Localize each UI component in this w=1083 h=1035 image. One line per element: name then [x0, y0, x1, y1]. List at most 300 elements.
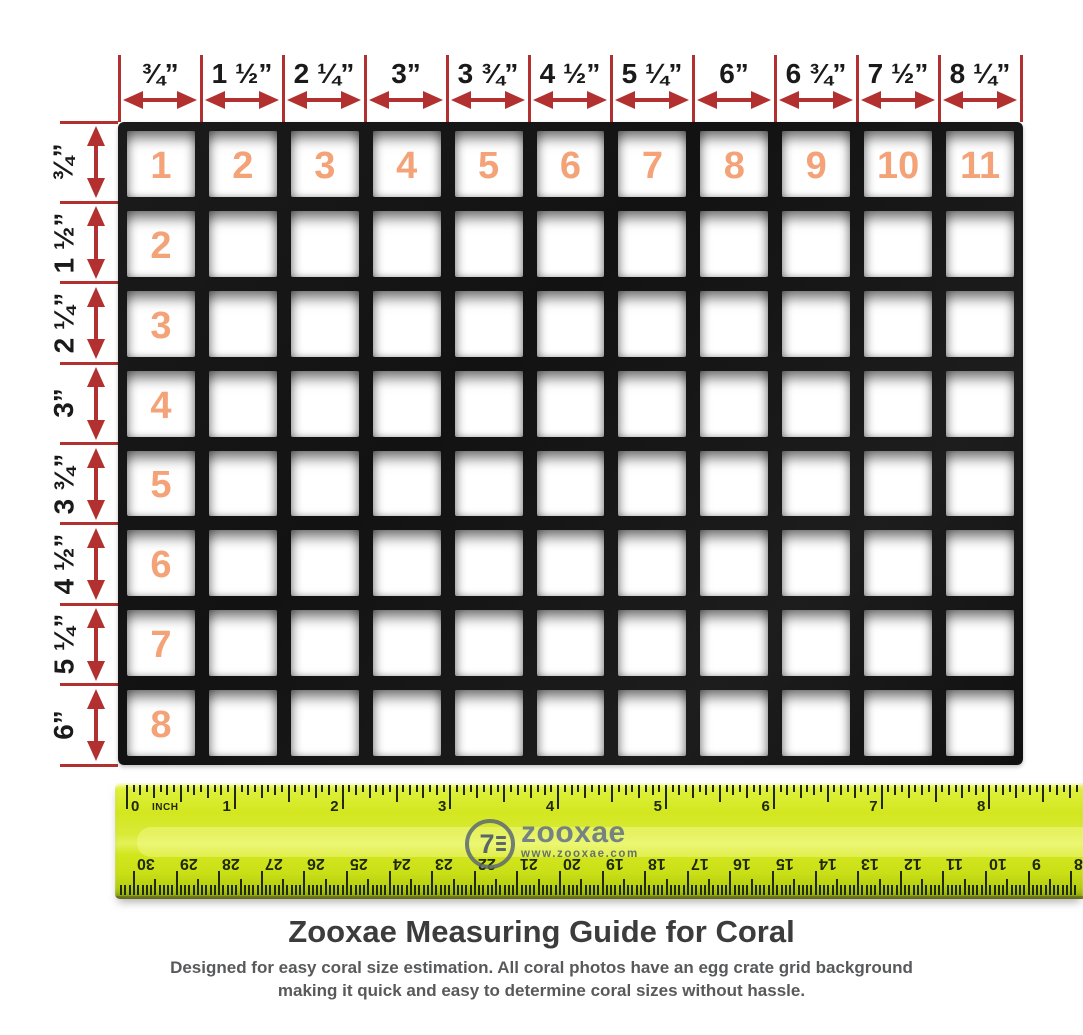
cm-tick — [188, 885, 190, 895]
cm-tick — [205, 885, 207, 895]
cm-number: 15 — [776, 855, 794, 872]
inch-tick — [577, 785, 579, 792]
cm-tick — [964, 879, 966, 895]
inch-tick — [827, 785, 829, 802]
cm-tick — [755, 885, 757, 895]
cm-tick — [1053, 885, 1055, 895]
cm-tick — [627, 885, 629, 895]
grid-cell — [127, 211, 195, 277]
grid-cell — [455, 451, 523, 517]
cm-tick — [976, 885, 978, 895]
cm-tick — [397, 885, 399, 895]
grid-cell — [946, 131, 1014, 197]
inch-tick — [591, 785, 593, 792]
inch-tick — [793, 785, 795, 792]
cm-tick — [725, 885, 727, 895]
logo-mark: 7 — [479, 828, 495, 859]
cm-tick — [184, 885, 186, 895]
left-measure-segment — [48, 604, 119, 684]
cm-tick — [299, 885, 301, 895]
cm-tick — [712, 885, 714, 895]
inch-tick — [517, 785, 519, 795]
grid-cell-number: 9 — [805, 144, 827, 187]
inch-tick — [908, 785, 910, 798]
cm-tick — [538, 879, 540, 895]
vertical-arrow-icon — [87, 287, 105, 359]
inch-tick — [658, 785, 660, 792]
cm-tick — [644, 871, 646, 895]
cm-tick — [444, 885, 446, 895]
grid-cell — [209, 131, 277, 197]
grid-cell — [537, 211, 605, 277]
grid-cell — [291, 610, 359, 676]
logo-website: www.zooxae.com — [521, 848, 639, 860]
ruler-bottom-edge — [115, 896, 1083, 899]
cm-tick — [363, 885, 365, 895]
inch-tick — [726, 785, 728, 792]
grid-cell — [700, 291, 768, 357]
cm-tick — [1011, 885, 1013, 895]
inch-tick — [611, 785, 613, 802]
top-measure-segment — [447, 53, 529, 122]
left-measure-label-text: 1 ½” — [48, 212, 80, 273]
inch-tick — [773, 785, 775, 809]
cm-tick — [482, 885, 484, 895]
cm-tick — [235, 885, 237, 895]
cm-tick — [470, 885, 472, 895]
cm-tick — [1006, 879, 1008, 895]
top-measure-segment — [693, 53, 775, 122]
arrowhead-right — [341, 91, 361, 109]
cm-tick — [282, 879, 284, 895]
cm-tick — [959, 885, 961, 895]
subtitle-line-2: making it quick and easy to determine coral sizes without hassle. — [277, 981, 806, 1000]
cm-tick — [240, 879, 242, 895]
cm-tick — [218, 871, 220, 895]
inch-tick — [678, 785, 680, 795]
cm-tick — [636, 885, 638, 895]
horizontal-arrow-icon — [369, 91, 443, 109]
arrowhead-right — [751, 91, 771, 109]
inch-number: 5 — [653, 798, 662, 815]
cm-tick — [563, 885, 565, 895]
grid-cell — [291, 690, 359, 756]
arrowhead-right — [423, 91, 443, 109]
grid-cell — [864, 371, 932, 437]
cm-tick — [384, 885, 386, 895]
grid-cell — [864, 451, 932, 517]
left-measure-segment — [47, 363, 119, 443]
cm-tick — [265, 885, 267, 895]
cm-tick — [448, 885, 450, 895]
cm-tick — [274, 885, 276, 895]
left-measure-label — [46, 524, 82, 604]
grid-cell — [618, 530, 686, 596]
grid-cell-number: 7 — [150, 624, 172, 667]
inch-tick — [712, 785, 714, 792]
cm-tick — [938, 885, 940, 895]
horizontal-arrow-icon — [779, 91, 853, 109]
cm-tick — [670, 885, 672, 895]
inch-tick — [254, 785, 256, 792]
cm-tick — [231, 885, 233, 895]
cm-tick — [423, 885, 425, 895]
grid-cell — [373, 291, 441, 357]
top-measurement-band — [119, 53, 1021, 122]
inch-tick — [207, 785, 209, 798]
grid-cell — [537, 451, 605, 517]
cm-tick — [683, 885, 685, 895]
cm-tick — [180, 885, 182, 895]
cm-tick — [602, 871, 604, 895]
cm-tick — [904, 885, 906, 895]
left-measure-label-text: 5 ¼” — [48, 614, 80, 675]
cm-tick — [210, 885, 212, 895]
cm-tick — [589, 885, 591, 895]
inch-tick — [267, 785, 269, 792]
arrowhead-right — [259, 91, 279, 109]
cm-tick — [337, 885, 339, 895]
inch-tick — [503, 785, 505, 802]
inch-tick — [1029, 785, 1031, 795]
grid-cell — [537, 131, 605, 197]
inch-tick — [524, 785, 526, 792]
cm-number: 21 — [520, 855, 539, 872]
cm-tick — [925, 885, 927, 895]
inch-tick — [490, 785, 492, 795]
cm-tick — [1074, 885, 1076, 895]
cm-tick — [508, 885, 510, 895]
logo-brand: zooxae — [521, 816, 626, 849]
inch-tick — [813, 785, 815, 795]
inch-tick — [153, 785, 155, 798]
grid-cell — [618, 610, 686, 676]
grid-cell — [618, 371, 686, 437]
grid-cell-number: 5 — [478, 144, 500, 187]
inch-tick — [382, 785, 384, 795]
top-measure-label: 2 ¼” — [293, 58, 355, 89]
inch-tick — [631, 785, 633, 792]
inch-tick — [166, 785, 168, 795]
inch-tick — [146, 785, 148, 792]
cm-tick — [516, 871, 518, 895]
grid-cell — [127, 291, 195, 357]
inch-tick — [598, 785, 600, 795]
grid-cell — [946, 530, 1014, 596]
cm-tick — [380, 885, 382, 895]
cm-tick — [700, 885, 702, 895]
inch-tick — [530, 785, 532, 798]
cm-tick — [159, 885, 161, 895]
horizontal-arrow-icon — [861, 91, 935, 109]
cm-tick — [734, 885, 736, 895]
top-measure-label: 3 ¾” — [457, 58, 519, 89]
cm-tick — [291, 885, 293, 895]
left-measure-label — [46, 202, 82, 282]
cm-tick — [717, 885, 719, 895]
inch-tick — [638, 785, 640, 798]
grid-cell — [127, 371, 195, 437]
inch-tick — [234, 785, 236, 809]
cm-number: 16 — [733, 855, 752, 872]
cm-tick — [580, 879, 582, 895]
cm-tick — [542, 885, 544, 895]
cm-tick — [572, 885, 574, 895]
cm-tick — [367, 879, 369, 895]
cm-tick — [606, 885, 608, 895]
top-measure-segment — [611, 53, 693, 122]
cm-tick — [286, 885, 288, 895]
inch-number: 2 — [330, 798, 339, 815]
grid-cell — [618, 690, 686, 756]
grid-cell-number: 10 — [876, 144, 920, 187]
arrowhead-right — [997, 91, 1017, 109]
left-measure-segment — [48, 444, 119, 524]
inch-tick — [739, 785, 741, 792]
cm-tick — [406, 885, 408, 895]
grid-cell — [782, 530, 850, 596]
grid-cell — [700, 451, 768, 517]
grid-cell-number: 8 — [150, 704, 172, 747]
vertical-arrow-icon — [87, 608, 105, 680]
grid-cell — [209, 451, 277, 517]
inch-tick — [227, 785, 229, 792]
inch-tick — [800, 785, 802, 798]
cm-tick — [759, 885, 761, 895]
cm-tick — [776, 885, 778, 895]
cm-tick — [133, 871, 135, 895]
arrowhead-down — [87, 741, 105, 761]
egg-crate-grid — [118, 122, 1023, 765]
vertical-arrow-icon — [87, 689, 105, 761]
inch-tick — [1049, 785, 1051, 792]
inch-tick — [705, 785, 707, 795]
cm-tick — [171, 885, 173, 895]
inch-tick — [294, 785, 296, 792]
cm-tick — [930, 885, 932, 895]
grid-cell-number: 4 — [396, 144, 418, 187]
inch-tick — [719, 785, 721, 802]
inch-tick — [847, 785, 849, 792]
cm-tick — [499, 885, 501, 895]
grid-cell — [782, 690, 850, 756]
cm-tick — [789, 885, 791, 895]
inch-tick — [645, 785, 647, 792]
inch-number: 4 — [545, 798, 555, 815]
top-measure-label: 7 ½” — [867, 58, 929, 89]
cm-tick — [1049, 879, 1051, 895]
inch-tick — [247, 785, 249, 795]
arrowhead-right — [915, 91, 935, 109]
cm-tick — [772, 871, 774, 895]
inch-tick — [193, 785, 195, 795]
inch-tick — [564, 785, 566, 792]
inch-number: 8 — [977, 798, 986, 815]
arrowhead-right — [833, 91, 853, 109]
inch-tick — [402, 785, 404, 792]
cm-tick — [350, 885, 352, 895]
top-measure-label: 6 ¾” — [785, 58, 847, 89]
cm-tick — [674, 885, 676, 895]
inch-tick — [497, 785, 499, 792]
cm-tick — [849, 885, 851, 895]
cm-tick — [695, 885, 697, 895]
cm-tick — [414, 885, 416, 895]
cm-number: 25 — [350, 855, 368, 872]
grid-cell — [946, 690, 1014, 756]
grid-cell — [373, 530, 441, 596]
vertical-arrow-icon — [87, 448, 105, 520]
cm-tick — [568, 885, 570, 895]
cm-tick — [418, 885, 420, 895]
cm-tick — [201, 885, 203, 895]
cm-tick — [614, 885, 616, 895]
cm-tick — [908, 885, 910, 895]
horizontal-arrow-icon — [123, 91, 197, 109]
grid-cell — [537, 530, 605, 596]
grid-cell — [864, 291, 932, 357]
inch-tick — [881, 785, 883, 809]
cm-tick — [372, 885, 374, 895]
grid-cell — [127, 690, 195, 756]
cm-tick — [197, 879, 199, 895]
grid-cell — [127, 530, 195, 596]
inch-tick — [948, 785, 950, 795]
grid-cell — [373, 610, 441, 676]
inch-tick — [355, 785, 357, 795]
cm-tick — [763, 885, 765, 895]
inch-tick — [914, 785, 916, 792]
inch-tick — [1036, 785, 1038, 792]
inch-tick — [665, 785, 667, 809]
vertical-arrow-icon — [87, 126, 105, 198]
grid-cell — [864, 211, 932, 277]
cm-tick — [640, 885, 642, 895]
grid-cell — [209, 530, 277, 596]
left-measure-label-text: 3 ¾” — [48, 453, 80, 515]
grid-cell — [864, 131, 932, 197]
cm-tick — [129, 885, 131, 895]
cm-tick — [819, 885, 821, 895]
grid-cell — [700, 131, 768, 197]
cm-tick — [853, 885, 855, 895]
cm-tick — [355, 885, 357, 895]
cm-tick — [870, 885, 872, 895]
grid-cell — [455, 530, 523, 596]
cm-tick — [891, 885, 893, 895]
cm-tick — [729, 871, 731, 895]
grid-cell — [373, 451, 441, 517]
inch-tick — [867, 785, 869, 795]
inch-tick — [753, 785, 755, 792]
cm-tick — [768, 885, 770, 895]
cm-tick — [879, 879, 881, 895]
cm-tick — [342, 885, 344, 895]
cm-tick — [465, 885, 467, 895]
horizontal-arrow-icon — [615, 91, 689, 109]
top-measure-label: 1 ½” — [211, 58, 273, 89]
inch-tick — [308, 785, 310, 792]
inch-tick — [214, 785, 216, 792]
top-measure-label: 3” — [391, 58, 421, 89]
inch-tick — [894, 785, 896, 795]
cm-tick — [942, 871, 944, 895]
cm-tick — [529, 885, 531, 895]
cm-tick — [661, 885, 663, 895]
cm-number: 19 — [605, 855, 624, 872]
inch-tick — [126, 785, 128, 809]
grid-cell-number: 2 — [232, 144, 254, 187]
inch-tick — [921, 785, 923, 795]
inch-tick — [685, 785, 687, 792]
cm-tick — [329, 885, 331, 895]
inch-number: 7 — [869, 798, 878, 815]
arrowhead-down — [87, 178, 105, 198]
cm-tick — [252, 885, 254, 895]
cm-tick — [981, 885, 983, 895]
inch-tick — [160, 785, 162, 792]
page-title: Zooxae Measuring Guide for Coral — [288, 914, 795, 949]
cm-number: 28 — [222, 855, 240, 872]
inch-tick — [328, 785, 330, 795]
grid-cell — [618, 131, 686, 197]
arrowhead-down — [87, 580, 105, 600]
cm-tick — [721, 885, 723, 895]
cm-tick — [533, 885, 535, 895]
inch-tick — [281, 785, 283, 792]
cm-tick — [163, 885, 165, 895]
cm-tick — [491, 885, 493, 895]
inch-tick — [901, 785, 903, 792]
cm-tick — [815, 871, 817, 895]
inch-tick — [274, 785, 276, 795]
cm-tick — [124, 885, 126, 895]
cm-number: 13 — [861, 855, 879, 872]
grid-cell — [864, 690, 932, 756]
inch-tick — [315, 785, 317, 798]
top-measure-label: 5 ¼” — [621, 58, 683, 89]
inch-tick — [301, 785, 303, 795]
horizontal-arrow-icon — [943, 91, 1017, 109]
cm-tick — [431, 871, 433, 895]
cm-tick — [525, 885, 527, 895]
cm-tick — [150, 885, 152, 895]
cm-number: 30 — [137, 855, 155, 872]
grid-cell — [127, 131, 195, 197]
cm-tick — [785, 885, 787, 895]
inch-tick — [483, 785, 485, 792]
grid-cell — [455, 131, 523, 197]
grid-cell — [455, 371, 523, 437]
cm-tick — [346, 871, 348, 895]
grid-cell — [864, 610, 932, 676]
cm-tick — [989, 885, 991, 895]
arrowhead-right — [177, 91, 197, 109]
arrowhead-right — [669, 91, 689, 109]
inch-tick — [321, 785, 323, 792]
cm-tick — [325, 879, 327, 895]
grid-cell-number: 8 — [723, 144, 745, 187]
arrowhead-right — [505, 91, 525, 109]
cm-tick — [998, 885, 1000, 895]
arrowhead-down — [87, 339, 105, 359]
cm-tick — [585, 885, 587, 895]
inch-tick — [1076, 785, 1078, 792]
left-measurement-band — [47, 122, 119, 765]
horizontal-arrow-icon — [533, 91, 607, 109]
inch-tick — [362, 785, 364, 792]
inch-tick — [833, 785, 835, 792]
